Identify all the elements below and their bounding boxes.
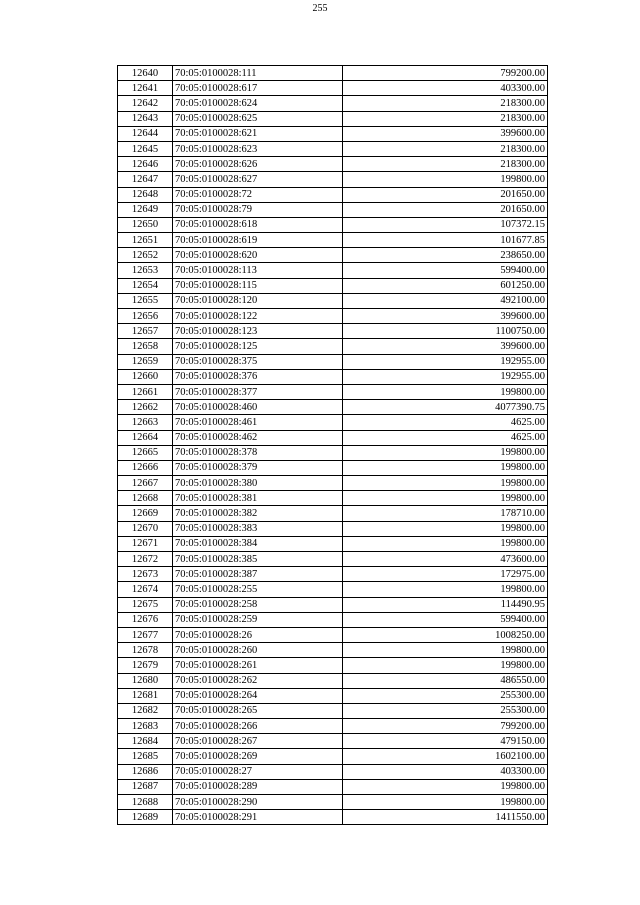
cadastral-number-cell: 70:05:0100028:623: [173, 141, 343, 156]
value-cell: 199800.00: [343, 384, 548, 399]
cadastral-number-cell: 70:05:0100028:27: [173, 764, 343, 779]
row-number-cell: 12673: [118, 567, 173, 582]
row-number-cell: 12641: [118, 81, 173, 96]
table-row: [118, 187, 548, 202]
value-cell: 199800.00: [343, 658, 548, 673]
cadastral-number-cell: 70:05:0100028:461: [173, 415, 343, 430]
value-cell: 486550.00: [343, 673, 548, 688]
table-row: [118, 202, 548, 217]
cadastral-number-cell: 70:05:0100028:260: [173, 643, 343, 658]
table-row: [118, 476, 548, 491]
cadastral-number-cell: 70:05:0100028:289: [173, 779, 343, 794]
row-number-cell: 12652: [118, 248, 173, 263]
row-number-cell: 12650: [118, 217, 173, 232]
cadastral-number-cell: 70:05:0100028:620: [173, 248, 343, 263]
value-cell: 199800.00: [343, 795, 548, 810]
value-cell: 199800.00: [343, 491, 548, 506]
row-number-cell: 12682: [118, 703, 173, 718]
value-cell: 218300.00: [343, 157, 548, 172]
value-cell: 192955.00: [343, 369, 548, 384]
row-number-cell: 12657: [118, 324, 173, 339]
row-number-cell: 12687: [118, 779, 173, 794]
row-number-cell: 12668: [118, 491, 173, 506]
table-row: [118, 673, 548, 688]
value-cell: 1100750.00: [343, 324, 548, 339]
table-row: [118, 567, 548, 582]
table-row: [118, 521, 548, 536]
row-number-cell: 12649: [118, 202, 173, 217]
value-cell: 107372.15: [343, 217, 548, 232]
value-cell: 238650.00: [343, 248, 548, 263]
table-row: [118, 66, 548, 81]
row-number-cell: 12648: [118, 187, 173, 202]
table-row: [118, 141, 548, 156]
row-number-cell: 12663: [118, 415, 173, 430]
table-row: [118, 293, 548, 308]
table-row: [118, 597, 548, 612]
table-row: [118, 764, 548, 779]
table-body: [118, 66, 548, 825]
value-cell: 192955.00: [343, 354, 548, 369]
table-row: [118, 217, 548, 232]
cadastral-number-cell: 70:05:0100028:626: [173, 157, 343, 172]
value-cell: 399600.00: [343, 126, 548, 141]
table-row: [118, 460, 548, 475]
table-row: [118, 157, 548, 172]
row-number-cell: 12665: [118, 445, 173, 460]
table-row: [118, 430, 548, 445]
cadastral-number-cell: 70:05:0100028:380: [173, 476, 343, 491]
row-number-cell: 12685: [118, 749, 173, 764]
cadastral-number-cell: 70:05:0100028:627: [173, 172, 343, 187]
value-cell: 199800.00: [343, 460, 548, 475]
value-cell: 114490.95: [343, 597, 548, 612]
table-row: [118, 354, 548, 369]
row-number-cell: 12647: [118, 172, 173, 187]
value-cell: 199800.00: [343, 521, 548, 536]
value-cell: 218300.00: [343, 111, 548, 126]
table-row: [118, 612, 548, 627]
row-number-cell: 12666: [118, 460, 173, 475]
table-row: [118, 703, 548, 718]
row-number-cell: 12642: [118, 96, 173, 111]
value-cell: 399600.00: [343, 339, 548, 354]
row-number-cell: 12688: [118, 795, 173, 810]
table-row: [118, 384, 548, 399]
cadastral-number-cell: 70:05:0100028:379: [173, 460, 343, 475]
table-row: [118, 658, 548, 673]
table-row: [118, 400, 548, 415]
value-cell: 403300.00: [343, 764, 548, 779]
table-row: [118, 582, 548, 597]
value-cell: 799200.00: [343, 719, 548, 734]
row-number-cell: 12645: [118, 141, 173, 156]
row-number-cell: 12689: [118, 810, 173, 825]
row-number-cell: 12677: [118, 627, 173, 642]
table-row: [118, 688, 548, 703]
row-number-cell: 12671: [118, 536, 173, 551]
table-row: [118, 172, 548, 187]
cadastral-number-cell: 70:05:0100028:113: [173, 263, 343, 278]
value-cell: 599400.00: [343, 263, 548, 278]
page-number: 255: [312, 3, 328, 14]
row-number-cell: 12670: [118, 521, 173, 536]
table-row: [118, 749, 548, 764]
cadastral-number-cell: 70:05:0100028:259: [173, 612, 343, 627]
row-number-cell: 12675: [118, 597, 173, 612]
row-number-cell: 12651: [118, 233, 173, 248]
cadastral-number-cell: 70:05:0100028:262: [173, 673, 343, 688]
table-row: [118, 719, 548, 734]
cadastral-number-cell: 70:05:0100028:120: [173, 293, 343, 308]
cadastral-number-cell: 70:05:0100028:115: [173, 278, 343, 293]
table-row: [118, 779, 548, 794]
table-row: [118, 369, 548, 384]
value-cell: 199800.00: [343, 536, 548, 551]
table-row: [118, 233, 548, 248]
cadastral-number-cell: 70:05:0100028:266: [173, 719, 343, 734]
cadastral-number-cell: 70:05:0100028:269: [173, 749, 343, 764]
row-number-cell: 12681: [118, 688, 173, 703]
value-cell: 199800.00: [343, 172, 548, 187]
row-number-cell: 12672: [118, 552, 173, 567]
table-row: [118, 536, 548, 551]
value-cell: 4625.00: [343, 430, 548, 445]
row-number-cell: 12664: [118, 430, 173, 445]
value-cell: 199800.00: [343, 779, 548, 794]
table-row: [118, 278, 548, 293]
cadastral-number-cell: 70:05:0100028:376: [173, 369, 343, 384]
cadastral-number-cell: 70:05:0100028:462: [173, 430, 343, 445]
value-cell: 178710.00: [343, 506, 548, 521]
table-row: [118, 339, 548, 354]
row-number-cell: 12656: [118, 309, 173, 324]
cadastral-number-cell: 70:05:0100028:378: [173, 445, 343, 460]
value-cell: 399600.00: [343, 309, 548, 324]
cadastral-number-cell: 70:05:0100028:72: [173, 187, 343, 202]
cadastral-number-cell: 70:05:0100028:460: [173, 400, 343, 415]
table-row: [118, 415, 548, 430]
row-number-cell: 12640: [118, 66, 173, 81]
cadastral-number-cell: 70:05:0100028:384: [173, 536, 343, 551]
cadastral-number-cell: 70:05:0100028:382: [173, 506, 343, 521]
table-row: [118, 263, 548, 278]
table-row: [118, 126, 548, 141]
value-cell: 492100.00: [343, 293, 548, 308]
cadastral-number-cell: 70:05:0100028:122: [173, 309, 343, 324]
row-number-cell: 12684: [118, 734, 173, 749]
table-row: [118, 643, 548, 658]
cadastral-number-cell: 70:05:0100028:387: [173, 567, 343, 582]
cadastral-number-cell: 70:05:0100028:26: [173, 627, 343, 642]
row-number-cell: 12667: [118, 476, 173, 491]
table-row: [118, 248, 548, 263]
cadastral-number-cell: 70:05:0100028:291: [173, 810, 343, 825]
row-number-cell: 12674: [118, 582, 173, 597]
cadastral-number-cell: 70:05:0100028:258: [173, 597, 343, 612]
table-row: [118, 491, 548, 506]
row-number-cell: 12660: [118, 369, 173, 384]
row-number-cell: 12659: [118, 354, 173, 369]
value-cell: 255300.00: [343, 688, 548, 703]
table-row: [118, 506, 548, 521]
table-row: [118, 96, 548, 111]
row-number-cell: 12676: [118, 612, 173, 627]
row-number-cell: 12653: [118, 263, 173, 278]
value-cell: 101677.85: [343, 233, 548, 248]
value-cell: 199800.00: [343, 445, 548, 460]
cadastral-number-cell: 70:05:0100028:624: [173, 96, 343, 111]
table-row: [118, 734, 548, 749]
value-cell: 1008250.00: [343, 627, 548, 642]
table-row: [118, 81, 548, 96]
cadastral-number-cell: 70:05:0100028:123: [173, 324, 343, 339]
value-cell: 599400.00: [343, 612, 548, 627]
cadastral-number-cell: 70:05:0100028:255: [173, 582, 343, 597]
table-row: [118, 795, 548, 810]
value-cell: 218300.00: [343, 96, 548, 111]
row-number-cell: 12683: [118, 719, 173, 734]
cadastral-number-cell: 70:05:0100028:381: [173, 491, 343, 506]
cadastral-number-cell: 70:05:0100028:617: [173, 81, 343, 96]
cadastral-number-cell: 70:05:0100028:375: [173, 354, 343, 369]
cadastral-number-cell: 70:05:0100028:264: [173, 688, 343, 703]
value-cell: 4625.00: [343, 415, 548, 430]
row-number-cell: 12658: [118, 339, 173, 354]
value-cell: 799200.00: [343, 66, 548, 81]
row-number-cell: 12678: [118, 643, 173, 658]
cadastral-number-cell: 70:05:0100028:79: [173, 202, 343, 217]
row-number-cell: 12680: [118, 673, 173, 688]
cadastral-number-cell: 70:05:0100028:625: [173, 111, 343, 126]
row-number-cell: 12643: [118, 111, 173, 126]
value-cell: 601250.00: [343, 278, 548, 293]
table-row: [118, 309, 548, 324]
row-number-cell: 12669: [118, 506, 173, 521]
table-row: [118, 324, 548, 339]
value-cell: 1602100.00: [343, 749, 548, 764]
row-number-cell: 12661: [118, 384, 173, 399]
value-cell: 201650.00: [343, 202, 548, 217]
row-number-cell: 12686: [118, 764, 173, 779]
row-number-cell: 12654: [118, 278, 173, 293]
value-cell: 201650.00: [343, 187, 548, 202]
cadastral-number-cell: 70:05:0100028:619: [173, 233, 343, 248]
value-cell: 473600.00: [343, 552, 548, 567]
value-cell: 255300.00: [343, 703, 548, 718]
cadastral-number-cell: 70:05:0100028:621: [173, 126, 343, 141]
value-cell: 218300.00: [343, 141, 548, 156]
value-cell: 199800.00: [343, 582, 548, 597]
table-row: [118, 552, 548, 567]
cadastral-number-cell: 70:05:0100028:290: [173, 795, 343, 810]
value-cell: 199800.00: [343, 643, 548, 658]
value-cell: 199800.00: [343, 476, 548, 491]
cadastral-number-cell: 70:05:0100028:377: [173, 384, 343, 399]
value-cell: 403300.00: [343, 81, 548, 96]
row-number-cell: 12655: [118, 293, 173, 308]
row-number-cell: 12646: [118, 157, 173, 172]
cadastral-number-cell: 70:05:0100028:111: [173, 66, 343, 81]
table-row: [118, 627, 548, 642]
row-number-cell: 12662: [118, 400, 173, 415]
row-number-cell: 12679: [118, 658, 173, 673]
value-cell: 172975.00: [343, 567, 548, 582]
cadastral-number-cell: 70:05:0100028:383: [173, 521, 343, 536]
cadastral-number-cell: 70:05:0100028:267: [173, 734, 343, 749]
cadastral-number-cell: 70:05:0100028:618: [173, 217, 343, 232]
cadastral-value-table: [117, 65, 548, 825]
table-row: [118, 445, 548, 460]
value-cell: 4077390.75: [343, 400, 548, 415]
table-row: [118, 111, 548, 126]
value-cell: 479150.00: [343, 734, 548, 749]
row-number-cell: 12644: [118, 126, 173, 141]
cadastral-number-cell: 70:05:0100028:265: [173, 703, 343, 718]
table-row: [118, 810, 548, 825]
value-cell: 1411550.00: [343, 810, 548, 825]
cadastral-number-cell: 70:05:0100028:261: [173, 658, 343, 673]
cadastral-number-cell: 70:05:0100028:125: [173, 339, 343, 354]
cadastral-number-cell: 70:05:0100028:385: [173, 552, 343, 567]
